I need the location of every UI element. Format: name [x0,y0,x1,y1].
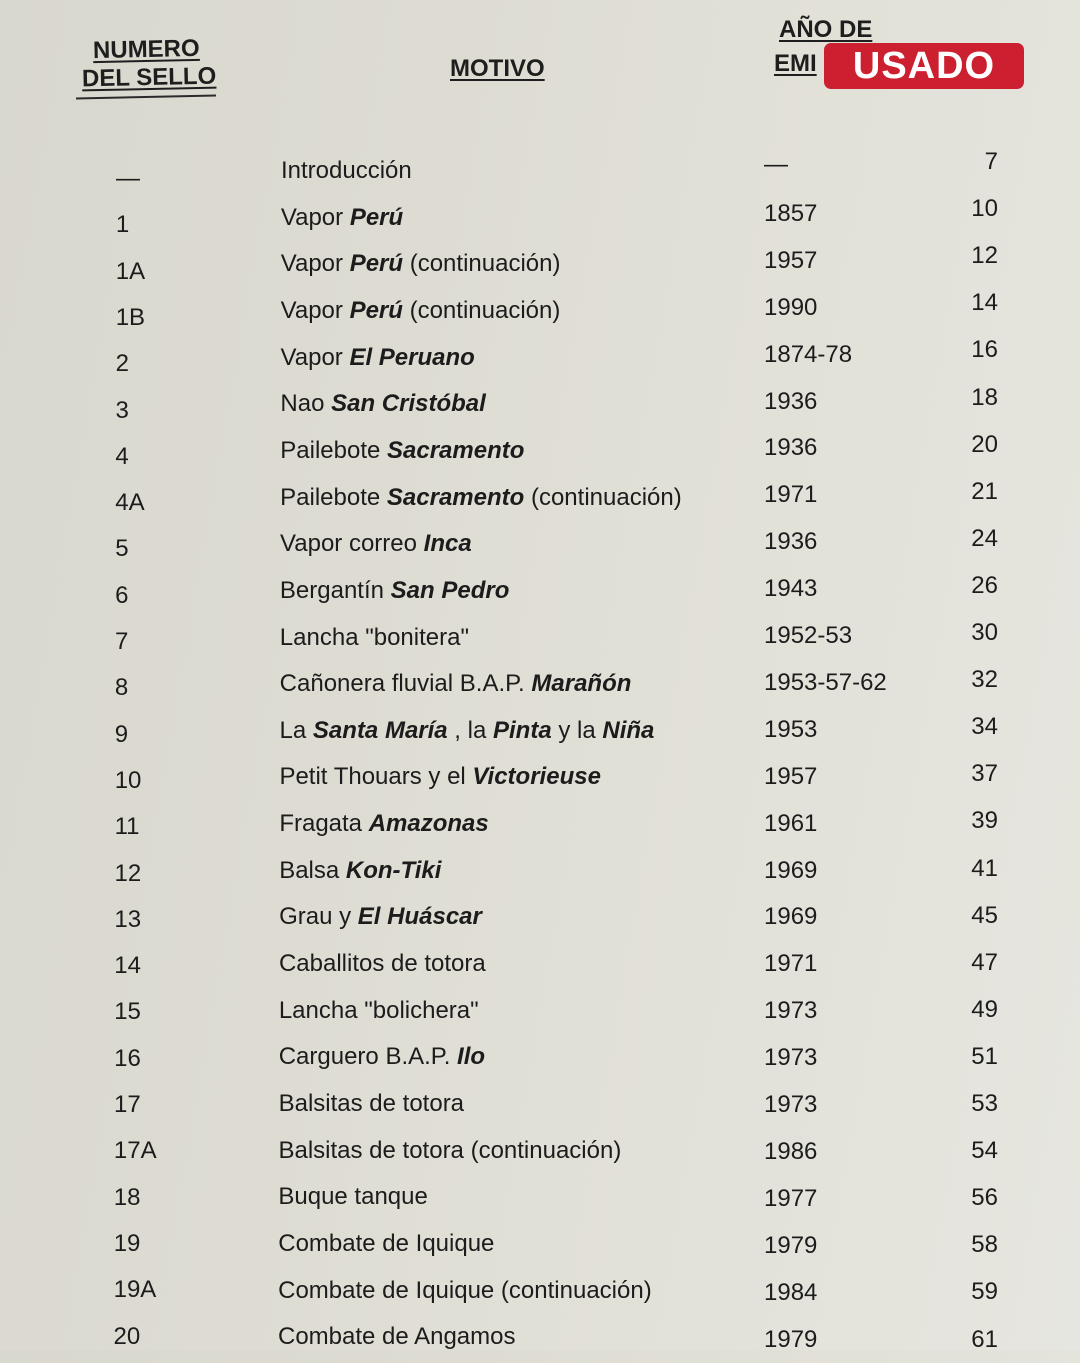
ship-name: Perú [349,250,404,278]
issue-year: 1990 [764,293,818,321]
page-number: 18 [971,383,998,411]
stamp-motif [281,156,412,186]
issue-year: 1943 [764,575,818,603]
table-row [0,244,1080,284]
stamp-motif [278,1229,494,1259]
page-number: 59 [971,1278,998,1306]
issue-year: 1957 [764,762,818,790]
stamp-number: 11 [114,813,140,841]
table-row [0,666,1080,706]
ship-name: El Peruano [349,343,475,371]
ship-name: Perú [349,203,404,231]
page-number: 58 [971,1231,998,1259]
motif-text: Bergantín [279,576,391,604]
motif-text: Fragata [279,810,369,838]
page-number: 24 [971,524,998,552]
issue-year: 1979 [764,1231,818,1259]
stamp-motif [279,996,479,1026]
page-number: 10 [971,195,998,223]
ship-name: Marañón [531,670,632,698]
ship-name: Victorieuse [472,763,601,791]
stamp-number: 12 [114,859,142,887]
table-row [0,291,1080,331]
page-number: 51 [971,1042,998,1070]
stamp-number: 1A [115,257,146,285]
stamp-number: 4 [115,442,129,470]
issue-year: 1971 [764,481,818,509]
header-underline-rule [76,95,216,100]
table-row [0,900,1080,940]
table-row [0,525,1080,565]
motif-text: , la [447,716,493,744]
motif-text: (continuación) [524,483,682,511]
stamp-motif [279,1042,485,1072]
stamp-number: 13 [114,905,142,933]
header-anio-line2: EMI [774,50,817,77]
motif-text: Pailebote [280,436,388,464]
table-row [0,150,1080,190]
issue-year: 1957 [764,246,818,274]
stamp-number: 10 [114,766,142,794]
table-row [0,478,1080,518]
stamp-motif [280,669,632,699]
page-number: 39 [971,807,998,835]
issue-year: 1979 [764,1325,818,1353]
issue-year: 1953-57-62 [764,668,887,696]
page-number: 61 [971,1325,998,1353]
stamp-number: 5 [115,535,129,563]
issue-year: 1936 [764,434,818,462]
ship-name: Inca [423,530,472,558]
motif-text: Balsitas de totora [278,1090,465,1117]
ship-name: Sacramento [387,436,525,464]
motif-text: Nao [280,390,332,418]
issue-year: 1986 [764,1137,818,1165]
stamp-number: 6 [115,581,129,609]
motif-text: Introducción [281,157,412,184]
stamp-number: 14 [114,952,141,980]
issue-year: 1973 [764,997,818,1025]
motif-text: Carguero B.A.P. [278,1043,458,1071]
stamp-number: 19A [113,1276,157,1304]
stamp-number: 4A [115,489,145,517]
stamp-motif [281,343,475,373]
stamp-motif [278,1276,652,1306]
page-number: 21 [971,477,998,505]
page-number: 12 [971,242,998,270]
ship-name: Santa María [312,716,448,744]
stamp-number: 1B [115,303,146,331]
ship-name: Perú [349,296,403,324]
page-number: 47 [971,948,998,976]
motif-text: (continuación) [403,250,561,278]
stamp-motif [280,436,524,466]
stamp-number: 20 [113,1322,141,1350]
stamp-motif [279,809,488,839]
issue-year: 1973 [764,1044,818,1072]
table-row [0,1229,1080,1269]
issue-year: 1952-53 [764,622,853,649]
stamp-motif [278,1136,621,1166]
page-number: 37 [971,760,998,788]
motif-text: Pailebote [280,483,387,511]
table-row [0,1088,1080,1128]
stamp-motif [279,762,600,792]
table-row [0,760,1080,800]
stamp-motif [280,483,682,513]
stamp-number: 17A [113,1137,157,1165]
motif-text: Grau y [279,903,358,931]
table-row [0,1276,1080,1316]
table-row [0,619,1080,659]
stamp-motif [280,389,485,419]
stamp-number: 17 [114,1091,141,1118]
page-number: 53 [971,1090,998,1117]
stamp-motif [279,949,486,979]
issue-year: 1953 [764,715,818,743]
header-anio-line1: AÑO DE [779,16,873,43]
ship-name: El Huáscar [357,903,482,931]
page-number: 45 [971,901,998,929]
motif-text: Combate de Iquique [278,1229,495,1257]
page-number: 56 [971,1184,998,1212]
page-number: 14 [971,289,998,317]
stamp-motif [279,1089,464,1119]
stamp-number: 19 [113,1229,141,1257]
issue-year: 1969 [764,856,818,884]
motif-text: Combate de Angamos [278,1323,516,1351]
stamp-number: 9 [114,720,129,748]
issue-year: 1977 [764,1184,818,1212]
motif-text: Petit Thouars y el [279,763,473,791]
table-row [0,1182,1080,1222]
stamp-number: 18 [113,1183,141,1211]
table-row [0,338,1080,378]
page-number: 54 [971,1137,998,1165]
issue-year: 1936 [764,528,818,556]
ship-name: San Pedro [390,576,510,604]
motif-text: Vapor [280,203,350,231]
stamp-motif [278,1182,427,1212]
stamp-motif [281,296,561,326]
stamp-number: 8 [114,674,129,702]
stamp-motif [279,856,441,886]
stamp-motif [278,1322,515,1352]
motif-text: Vapor [280,296,350,324]
stamp-number: 16 [114,1044,141,1072]
issue-year: 1984 [764,1278,818,1306]
motif-text: Lancha "bonitera" [279,623,469,651]
issue-year: 1874-78 [764,340,853,368]
page-number: 16 [971,336,998,364]
stamp-number: 3 [115,396,129,424]
page-number: 20 [971,430,998,458]
issue-year: 1971 [764,950,818,978]
motif-text: Buque tanque [278,1183,428,1211]
stamp-motif [281,249,561,279]
motif-text: Balsitas de totora (continuación) [278,1136,622,1164]
table-row [0,431,1080,471]
ship-name: Amazonas [368,810,489,838]
stamp-number: 7 [115,628,129,655]
motif-text: Vapor [280,250,350,278]
issue-year: 1857 [764,199,818,227]
table-row [0,572,1080,612]
ship-name: Ilo [457,1043,486,1071]
issue-year: 1973 [764,1091,818,1118]
motif-text: (continuación) [402,296,561,324]
motif-text: Caballitos de totora [278,950,486,978]
issue-year: 1936 [764,387,818,415]
page-number: 30 [971,619,998,646]
motif-text: Combate de Iquique (continuación) [278,1276,652,1304]
motif-text: Vapor [280,343,350,371]
page-number: 41 [971,854,998,882]
motif-text: Cañonera fluvial B.A.P. [279,670,532,698]
stamp-motif [281,203,403,233]
table-row [0,807,1080,847]
motif-text: La [279,716,313,744]
stamp-number: 1 [115,211,130,239]
ship-name: Kon-Tiki [345,856,442,884]
header-motivo: MOTIVO [450,55,545,82]
stamp-number: 2 [115,350,129,378]
table-row [0,994,1080,1034]
page-number: 49 [971,995,998,1023]
table-row [0,197,1080,237]
table-row [0,947,1080,987]
stamp-motif [280,576,509,606]
motif-text: Balsa [279,856,346,884]
page-number: 32 [971,666,998,694]
stamp-number: 15 [114,998,141,1026]
stamp-motif [279,902,482,932]
motif-text: y la [551,716,603,744]
stamp-motif [280,623,469,653]
table-row [0,854,1080,894]
stamp-motif [280,716,655,746]
table-row [0,1135,1080,1175]
header-numero-line2: DEL SELLO [81,62,217,93]
usado-badge: USADO [824,43,1024,89]
stamp-motif [280,529,472,559]
ship-name: San Cristóbal [331,390,486,418]
header-numero-line1: NUMERO [92,34,200,65]
motif-text: Vapor correo [280,530,424,558]
table-row [0,713,1080,753]
table-row [0,385,1080,425]
page-number: 26 [971,571,998,599]
page-number: 34 [971,713,998,741]
table-row [0,1041,1080,1081]
table-row [0,1323,1080,1363]
ship-name: Sacramento [386,483,525,511]
page-number: 7 [984,148,998,175]
motif-text: Lancha "bolichera" [278,996,479,1024]
ship-name: Pinta [493,716,552,744]
issue-year: 1961 [764,809,818,837]
issue-year: 1969 [764,903,818,931]
stamp-number: — [116,165,140,192]
ship-name: Niña [602,716,655,744]
issue-year: — [764,151,788,178]
